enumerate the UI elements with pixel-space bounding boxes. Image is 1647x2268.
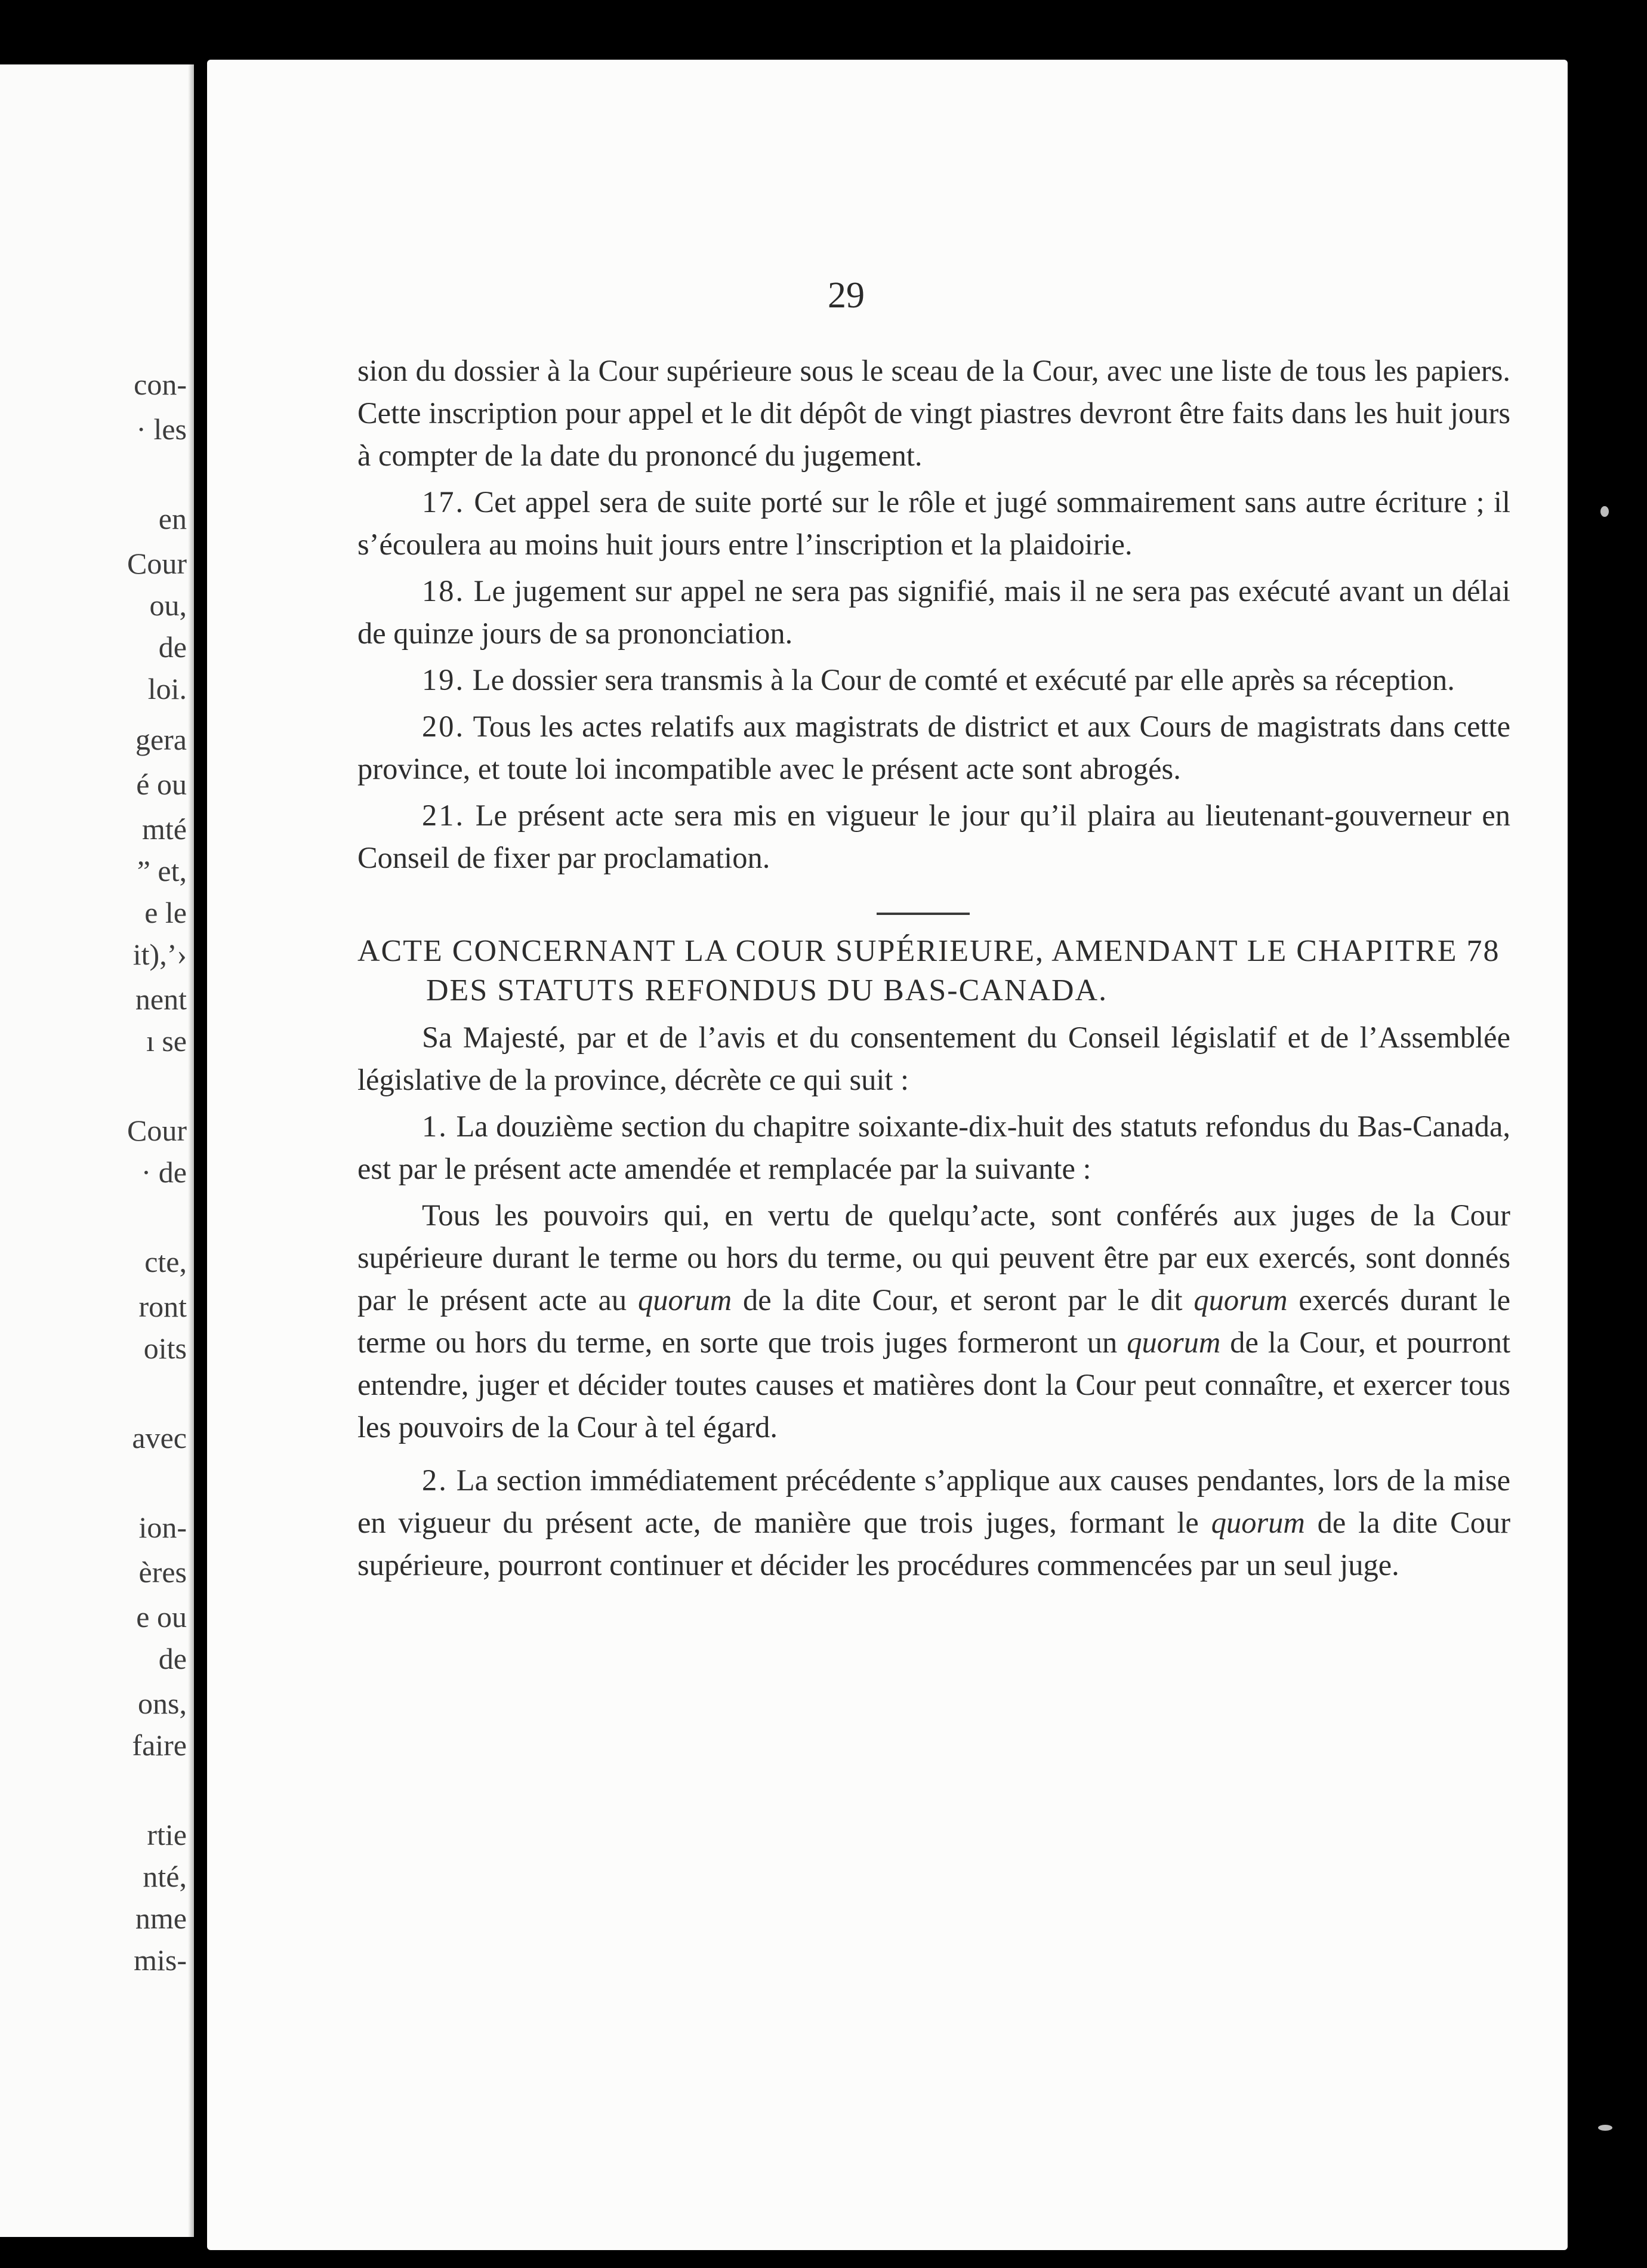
section-17 [357,481,1510,566]
article-number: 2. [422,1463,448,1497]
section-text: Le jugement sur appel ne sera pas signifié, mais il ne sera pas exécuté avant un délai de quinze jours de sa prononciation. [357,574,1511,650]
left-page-fragment: avec [132,1421,187,1455]
left-page-fragment: · les [136,412,187,446]
left-page-fragment: ” et, [137,854,187,888]
quoted-text: Tous les pouvoirs qui, en vertu de quelqu’acte, sont conférés aux juges de la Cour supérieure durant le terme ou hors du terme, ou qui peuvent être par eux exercés, sont donnés par le présent acte au [357,1198,1510,1317]
quoted-text: de la dite Cour, et seront par le dit [743,1283,1183,1317]
left-page-fragment: de [158,1642,187,1675]
left-page-fragment: nent [135,982,187,1016]
left-page-fragment: ou, [149,588,187,622]
quorum-term: quorum [1127,1326,1221,1359]
left-facing-page [0,64,194,2237]
article-text: de la dite Cour supérieure, pourront continuer et décider les procédures commencées par un seul juge. [357,1506,1511,1582]
preamble: Sa Majesté, par et de l’avis et du consentement du Conseil législatif et de l’Assemblée législative de la province, décrète ce qui suit : [357,1021,1510,1096]
page-number: 29 [828,275,865,316]
main-page [207,60,1568,2250]
act-heading: ACTE CONCERNANT LA COUR SUPÉRIEURE, AMENDANT LE CHAPITRE 78 DES STATUTS REFONDUS DU BAS-CANADA. [357,934,1500,1007]
left-page-fragment: Cour [127,1114,187,1147]
left-page-fragment: mté [142,812,187,846]
left-page-fragment: · de [141,1155,187,1189]
left-page-fragment: cte, [144,1245,187,1278]
section-18 [357,570,1510,655]
section-19 [357,659,1510,701]
gutter-shadow [188,64,194,2237]
left-page-fragment: nme [135,1902,187,1935]
section-text: Le dossier sera transmis à la Cour de comté et exécuté par elle après sa réception. [472,663,1455,697]
article-text: La douzième section du chapitre soixante-dix-huit des statuts refondus du Bas-Canada, est par le présent acte amendée et remplacée par la suivante : [357,1110,1510,1185]
section-number: 19. [422,663,465,697]
section-number: 20. [422,710,465,743]
left-page-fragment: nté, [143,1860,187,1893]
left-page-fragment: ion- [138,1511,187,1544]
quoted-text: exercés durant le terme ou hors du terme, en sorte que trois juges formeront un [357,1283,1510,1359]
left-page-fragment: ères [138,1555,187,1589]
article-text: La section immédiatement précédente s’applique aux causes pendantes, lors de la mise en vigueur du présent acte, de manière que trois juges, formant le [357,1463,1510,1539]
section-number: 18. [422,574,465,608]
left-page-fragment: Cour [127,547,187,580]
left-page-fragment: it),’› [132,938,187,971]
left-page-fragment: rtie [147,1818,187,1851]
left-page-fragment: ons, [138,1687,187,1720]
left-page-fragment: e le [144,896,187,929]
section-text: Le présent acte sera mis en vigueur le jour qu’il plaira au lieutenant-gouverneur en Conseil de fixer par proclamation. [357,799,1511,874]
left-page-fragment: loi. [147,672,187,705]
left-page-fragment: en [158,502,187,535]
quorum-term: quorum [1193,1283,1288,1317]
section-text: Tous les actes relatifs aux magistrats de district et aux Cours de magistrats dans cette province, et toute loi incompatible avec le présent acte sont abrogés. [357,710,1510,785]
section-number: 17. [422,485,465,519]
scan-speck [1600,506,1609,517]
left-page-fragment: oits [143,1332,187,1365]
quorum-term: quorum [638,1283,732,1317]
section-divider [877,913,970,915]
quorum-term: quorum [1211,1506,1305,1539]
article-2 [357,1459,1510,1586]
left-page-fragment: é ou [136,768,187,801]
left-page-fragment: mis- [134,1943,187,1977]
section-20 [357,705,1510,790]
left-page-fragment: gera [135,723,187,756]
left-page-fragment: e ou [136,1600,187,1634]
left-page-fragment: de [158,630,187,664]
continuation-paragraph: sion du dossier à la Cour supérieure sous le sceau de la Cour, avec une liste de tous les papiers. Cette inscription pour appel et le dit dépôt de vingt piastres devront être faits dans les huit jours à compter de la date du prononcé du jugement. [357,354,1510,472]
section-number: 21. [422,799,465,832]
scan-speck [1598,2125,1612,2131]
left-page-fragment: con- [134,368,187,401]
section-text: Cet appel sera de suite porté sur le rôle et jugé sommairement sans autre écriture ; il s’écoulera au moins huit jours entre l’inscription et la plaidoirie. [357,485,1510,561]
quoted-replacement-section [357,1194,1510,1449]
left-page-fragment: faire [132,1728,187,1762]
left-page-fragment: ı se [146,1024,187,1058]
left-page-fragment: ront [138,1290,187,1323]
article-number: 1. [422,1110,448,1143]
quoted-text: de la Cour, et pourront entendre, juger et décider toutes causes et matières dont la Cour peut connaître, et exercer tous les pouvoirs de la Cour à tel égard. [357,1326,1511,1444]
page-body [357,350,1510,1591]
section-21 [357,794,1510,879]
article-1 [357,1105,1510,1190]
